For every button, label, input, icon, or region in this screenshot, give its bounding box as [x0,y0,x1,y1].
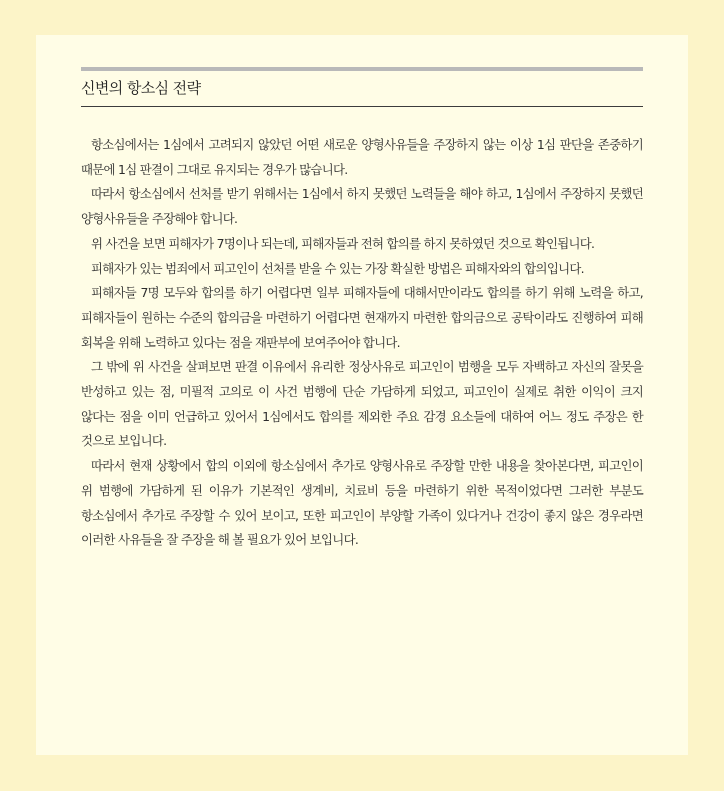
article-card [36,35,688,755]
title-divider [81,106,643,107]
paragraph: 항소심에서는 1심에서 고려되지 않았던 어떤 새로운 양형사유들을 주장하지 않는 이상 1심 판단을 존중하기 때문에 1심 판결이 그대로 유지되는 경우가 많습니다. [81,137,643,177]
title-bar-decoration [81,67,643,71]
article-body [81,133,643,553]
paragraph: 위 사건을 보면 피해자가 7명이나 되는데, 피해자들과 전혀 합의를 하지 못하였던 것으로 확인됩니다. [91,235,595,251]
article-title: 신변의 항소심 전략 [81,79,201,97]
paragraph: 피해자들 7명 모두와 합의를 하기 어렵다면 일부 피해자들에 대해서만이라도 합의를 하기 위해 노력을 하고, 피해자들이 원하는 수준의 합의금을 마련하기 어렵다면 현재까지 마련한 합의금으로 공탁이라도 진행하여 피해 회복을 위해 노력하고 있다는 점을 재판부에 보여주어야 합니다. [81,285,643,350]
paragraph: 따라서 현재 상황에서 합의 이외에 항소심에서 추가로 양형사유로 주장할 만한 내용을 찾아본다면, 피고인이 위 범행에 가담하게 된 이유가 기본적인 생계비, 치료비 등을 마련하기 위한 목적이었다면 그러한 부분도 항소심에서 추가로 주장할 수 있어 보이고, 또한 피고인이 부양할 가족이 있다거나 건강이 좋지 않은 경우라면 이러한 사유들을 잘 주장을 해 볼 필요가 있어 보입니다. [81,458,643,548]
paragraph: 피해자가 있는 범죄에서 피고인이 선처를 받을 수 있는 가장 확실한 방법은 피해자와의 합의입니다. [91,260,584,276]
paragraph: 그 밖에 위 사건을 살펴보면 판결 이유에서 유리한 정상사유로 피고인이 범행을 모두 자백하고 자신의 잘못을 반성하고 있는 점, 미필적 고의로 이 사건 범행에 단순 가담하게 되었고, 피고인이 실제로 취한 이익이 크지 않다는 점을 이미 언급하고 있어서 1심에서도 합의를 제외한 주요 감경 요소들에 대하여 어느 정도 주장은 한 것으로 보입니다. [81,359,643,449]
paragraph: 따라서 항소심에서 선처를 받기 위해서는 1심에서 하지 못했던 노력들을 해야 하고, 1심에서 주장하지 못했던 양형사유들을 주장해야 합니다. [81,186,643,227]
